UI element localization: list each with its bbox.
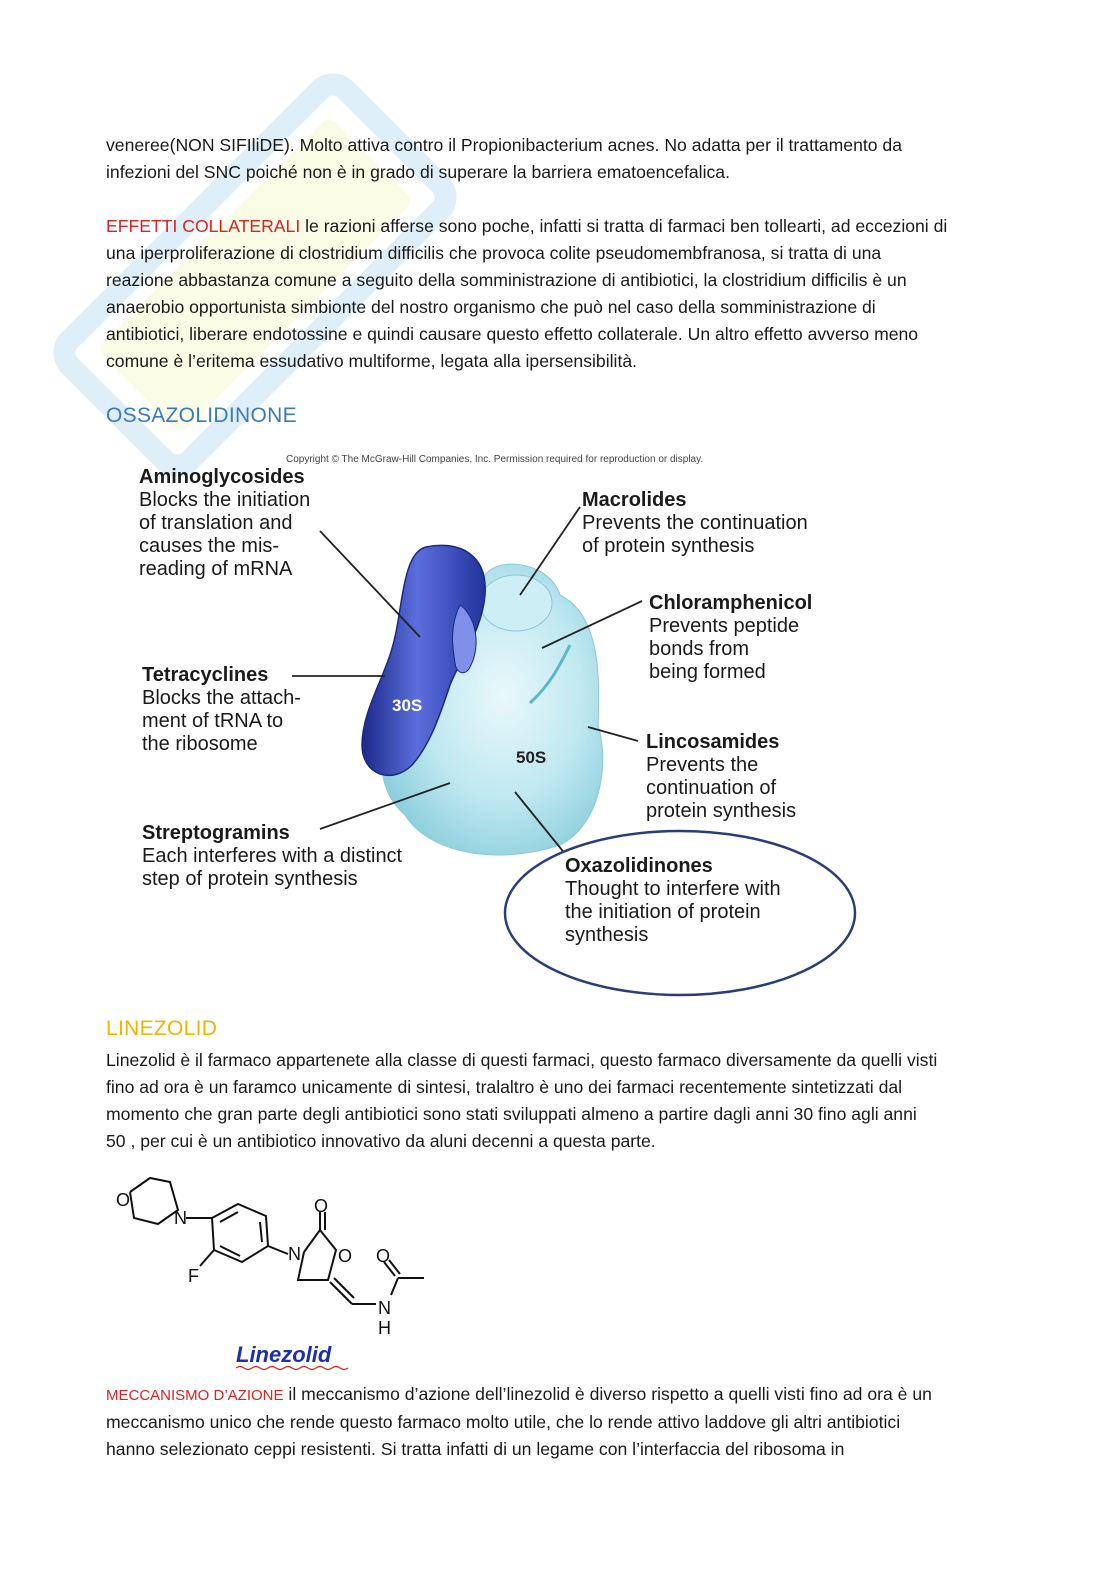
tetracyclines-desc: Blocks the attach- [142, 687, 301, 709]
oxazolidinones-desc: synthesis [565, 924, 649, 946]
mechanism-line: hanno selezionato ceppi resistenti. Si tratta infatti di un legame con l’interfaccia del ribosoma in [106, 1439, 845, 1459]
atom-oxygen-ring: O [338, 1246, 353, 1266]
atom-oxygen-morpholine: O [116, 1190, 131, 1210]
macrolides-desc: of protein synthesis [582, 535, 755, 557]
lincosamides-desc: Prevents the [646, 754, 759, 776]
atom-fluorine: F [188, 1266, 199, 1286]
tetracyclines-desc: ment of tRNA to [142, 710, 284, 732]
side-effects-line: una iperproliferazione di clostridium difficilis che provoca colite pseudomembfranosa, si tratta di una [106, 243, 882, 263]
side-effects-line: anaerobio opportunista simbionte del nostro organismo che può nel caso della somministrazione di [106, 297, 876, 317]
heading-linezolid: LINEZOLID [106, 1017, 218, 1040]
chloramphenicol-desc: bonds from [649, 638, 750, 660]
aminoglycosides-desc: Blocks the initiation [139, 489, 311, 511]
subunit-30s-label: 30S [392, 696, 423, 715]
aminoglycosides-desc: reading of mRNA [139, 558, 293, 580]
aminoglycosides-desc: of translation and [139, 512, 293, 534]
chloramphenicol-desc: being formed [649, 661, 766, 683]
heading-ossazolidinone: OSSAZOLIDINONE [106, 404, 297, 427]
atom-oxygen-carbonyl: O [314, 1196, 329, 1216]
ribosome-antibiotic-targets-figure [130, 445, 870, 1005]
mechanism-label: MECCANISMO D’AZIONE [106, 1387, 284, 1404]
lincosamides-desc: protein synthesis [646, 800, 797, 822]
lincosamides-title: Lincosamides [646, 731, 780, 753]
streptogramins-title: Streptogramins [142, 822, 290, 844]
lincosamides-desc: continuation of [646, 777, 777, 799]
side-effects-label: EFFETTI COLLATERALI [106, 216, 301, 236]
chloramphenicol-desc: Prevents peptide [649, 615, 800, 637]
macrolides-desc: Prevents the continuation [582, 512, 808, 534]
linezolid-line: Linezolid è il farmaco appartenete alla classe di questi farmaci, questo farmaco diversamente da quelli visti [106, 1050, 938, 1070]
intro-line: infezioni del SNC poiché non è in grado di superare la barriera ematoencefalica. [106, 162, 730, 182]
subunit-50s-label: 50S [516, 748, 547, 767]
atom-nitrogen-amide: N [378, 1298, 391, 1318]
linezolid-line: momento che gran parte degli antibiotici sono stati sviluppati almeno a partire dagli anni 30 fino agli anni [106, 1104, 917, 1124]
mechanism-line-rest: il meccanismo d’azione dell’linezolid è diverso rispetto a quelli visti fino ad ora è un [283, 1384, 932, 1404]
mechanism-line: meccanismo unico che rende questo farmaco molto utile, che lo rende attivo laddove gli altri antibiotici [106, 1412, 901, 1432]
aminoglycosides-desc: causes the mis- [139, 535, 280, 557]
tetracyclines-title: Tetracyclines [142, 664, 269, 686]
linezolid-paragraph [106, 1047, 1006, 1155]
structure-bonds [130, 1178, 424, 1304]
side-effects-line: reazione abbastanza comune a seguito della somministrazione di antibiotici, la clostridium difficilis è un [106, 270, 907, 290]
aminoglycosides-title: Aminoglycosides [139, 466, 305, 488]
mechanism-paragraph [106, 1381, 1006, 1463]
oxazolidinones-desc: Thought to interfere with [565, 878, 781, 900]
oxazolidinones-desc: the initiation of protein [565, 901, 761, 923]
oxazolidinones-title: Oxazolidinones [565, 855, 713, 877]
linezolid-line: fino ad ora è un faramco unicamente di sintesi, tralaltro è uno dei farmaci recentemente sintetizzati dal [106, 1077, 903, 1097]
side-effects-line-rest: le razioni afferse sono poche, infatti si tratta di farmaci ben tollearti, ad eccezioni di [300, 216, 948, 236]
linezolid-line: 50 , per cui è un antibiotico innovativo da aluni decenni a questa parte. [106, 1131, 656, 1151]
streptogramins-desc: step of protein synthesis [142, 868, 358, 890]
streptogramins-desc: Each interferes with a distinct [142, 845, 403, 867]
chloramphenicol-title: Chloramphenicol [649, 592, 813, 614]
atom-oxygen-acetyl: O [376, 1246, 391, 1266]
atom-nitrogen-morpholine: N [174, 1208, 187, 1228]
subunit-50s-protrusion [480, 575, 552, 631]
intro-line: veneree(NON SIFIliDE). Molto attiva contro il Propionibacterium acnes. No adatta per il trattamento da [106, 135, 902, 155]
mechanism-line [106, 1381, 1006, 1409]
side-effects-line: comune è l’eritema essudativo multiforme, legata alla ipersensibilità. [106, 351, 637, 371]
side-effects-paragraph [106, 213, 1006, 375]
tetracyclines-desc: the ribosome [142, 733, 258, 755]
intro-paragraph [106, 132, 1006, 186]
structure-name: Linezolid [236, 1342, 332, 1367]
atom-hydrogen-amide: H [378, 1318, 391, 1338]
side-effects-line [106, 213, 1006, 240]
macrolides-title: Macrolides [582, 489, 687, 511]
figure-copyright: Copyright © The McGraw-Hill Companies, Inc. Permission required for reproduction or display. [286, 454, 704, 465]
side-effects-line: antibiotici, liberare endotossine e quindi causare questo effetto collaterale. Un altro effetto avverso meno [106, 324, 919, 344]
atom-nitrogen-oxazolidinone: N [288, 1244, 301, 1264]
linezolid-structure-figure [108, 1170, 448, 1375]
